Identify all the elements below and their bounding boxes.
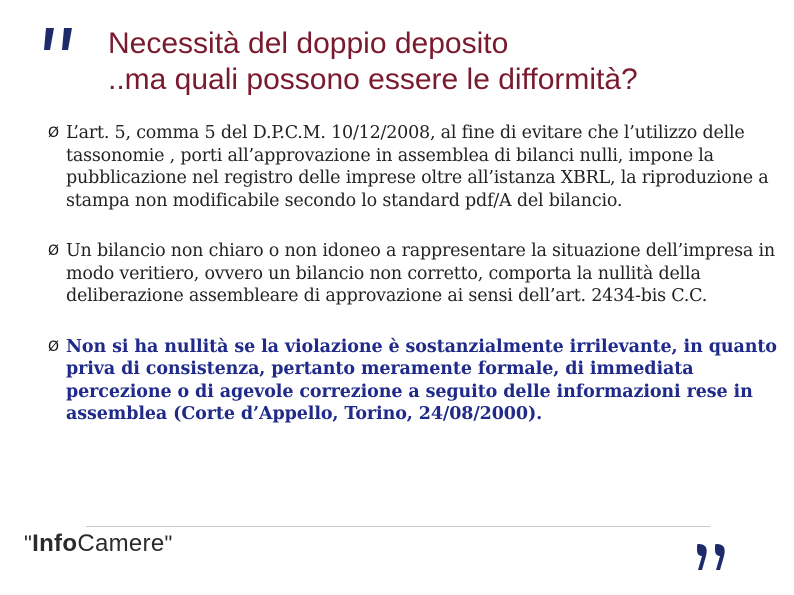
slide-title [108, 26, 778, 98]
bullet-text: L’art. 5, comma 5 del D.P.C.M. 10/12/2008, al fine di evitare che l’utilizzo delle tassonomie , porti all’approvazione in assemblea di bilanci nulli, impone la pubblicazione nel registro delle imprese oltre all’istanza XBRL, la riproduzione a stampa non modificabile secondo lo standard pdf/A del bilancio. [66, 123, 769, 211]
title-line-2: ..ma quali possono essere le difformità? [108, 63, 638, 96]
footer-divider [86, 526, 710, 527]
double-quote-close-icon [694, 540, 734, 580]
logo-quote-open: " [24, 531, 33, 556]
title-line-1: Necessità del doppio deposito [108, 27, 509, 60]
bullet-text-emphasis: Non si ha nullità se la violazione è sostanzialmente irrilevante, in quanto priva di consistenza, pertanto meramente formale, di immediata percezione o di agevole correzione a seguito delle informazioni rese in assemblea (Corte d’Appello, Torino, 24/08/2000). [66, 336, 777, 424]
double-quote-open-icon [40, 16, 80, 56]
arrow-bullet-icon: Ø [48, 243, 59, 259]
logo-info: Info [32, 530, 78, 557]
bullet-item-3 [48, 336, 788, 426]
bullet-item-2 [48, 240, 788, 308]
bullet-list [48, 122, 788, 454]
arrow-bullet-icon: Ø [48, 338, 59, 355]
infocamere-logo [24, 530, 173, 558]
bullet-text: Un bilancio non chiaro o non idoneo a rappresentare la situazione dell’impresa in modo veritiero, ovvero un bilancio non corretto, comporta la nullità della deliberazione assembleare di approvazione ai sensi dell’art. 2434-bis C.C. [66, 241, 775, 306]
logo-camere: Camere [77, 530, 165, 557]
logo-quote-close: " [164, 531, 173, 556]
arrow-bullet-icon: Ø [48, 125, 59, 141]
bullet-item-1 [48, 122, 788, 212]
